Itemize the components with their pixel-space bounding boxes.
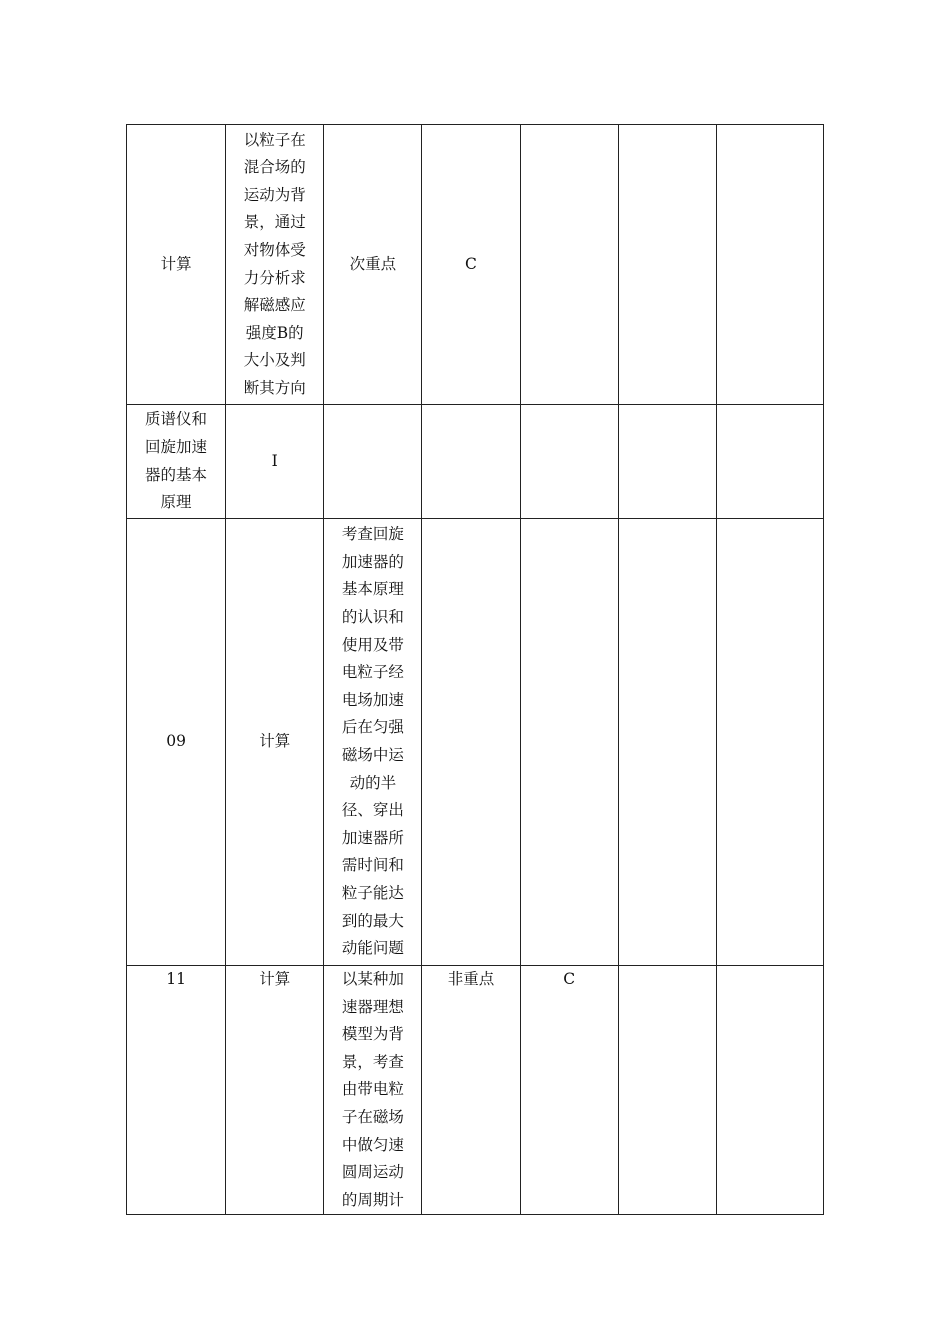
table-cell xyxy=(716,405,823,519)
table-cell xyxy=(716,125,823,405)
question-type: 计算 xyxy=(160,254,192,273)
importance-level: 非重点 xyxy=(447,970,495,988)
table-cell xyxy=(520,966,618,1215)
table-cell xyxy=(422,125,520,405)
difficulty-grade: C xyxy=(465,254,477,273)
table-cell xyxy=(127,966,226,1215)
table-cell xyxy=(618,125,716,405)
table-cell xyxy=(716,519,823,966)
table-row xyxy=(127,966,824,1215)
table-cell xyxy=(520,405,618,519)
table-cell xyxy=(716,966,823,1215)
table-cell xyxy=(324,966,422,1215)
table-cell xyxy=(226,125,324,405)
difficulty-grade: C xyxy=(563,970,576,988)
table-cell xyxy=(618,966,716,1215)
year: 09 xyxy=(166,732,186,751)
table-cell xyxy=(422,966,520,1215)
table-row xyxy=(127,405,824,519)
importance-level: 次重点 xyxy=(349,254,397,273)
exam-analysis-table xyxy=(126,124,824,1215)
requirement-level: Ⅰ xyxy=(271,451,278,470)
question-type: 计算 xyxy=(259,732,291,751)
year: 11 xyxy=(166,970,186,988)
table-row xyxy=(127,125,824,405)
table-cell xyxy=(324,125,422,405)
table-cell xyxy=(422,519,520,966)
table-cell xyxy=(127,519,226,966)
table-cell xyxy=(520,519,618,966)
table-cell xyxy=(422,405,520,519)
test-content: 以粒子在混合场的运动为背景，通过对物体受力分析求解磁感应强度B的大小及判断其方向 xyxy=(243,130,306,397)
test-content: 以某种加速器理想模型为背景，考查由带电粒子在磁场中做匀速圆周运动的周期计 xyxy=(341,970,404,1209)
table-cell xyxy=(127,125,226,405)
table-cell xyxy=(618,405,716,519)
table-cell xyxy=(618,519,716,966)
test-content: 考查回旋加速器的基本原理的认识和使用及带电粒子经电场加速后在匀强磁场中运动的半径、穿出加速器所需时间和粒子能达到的最大动能问题 xyxy=(341,525,404,958)
table-cell xyxy=(324,519,422,966)
question-type: 计算 xyxy=(259,970,291,988)
topic-name: 质谱仪和回旋加速器的基本原理 xyxy=(145,410,208,512)
table-cell xyxy=(520,125,618,405)
table-cell xyxy=(226,966,324,1215)
table-cell xyxy=(226,405,324,519)
table-cell xyxy=(324,405,422,519)
table-cell xyxy=(226,519,324,966)
table-cell xyxy=(127,405,226,519)
table-row xyxy=(127,519,824,966)
